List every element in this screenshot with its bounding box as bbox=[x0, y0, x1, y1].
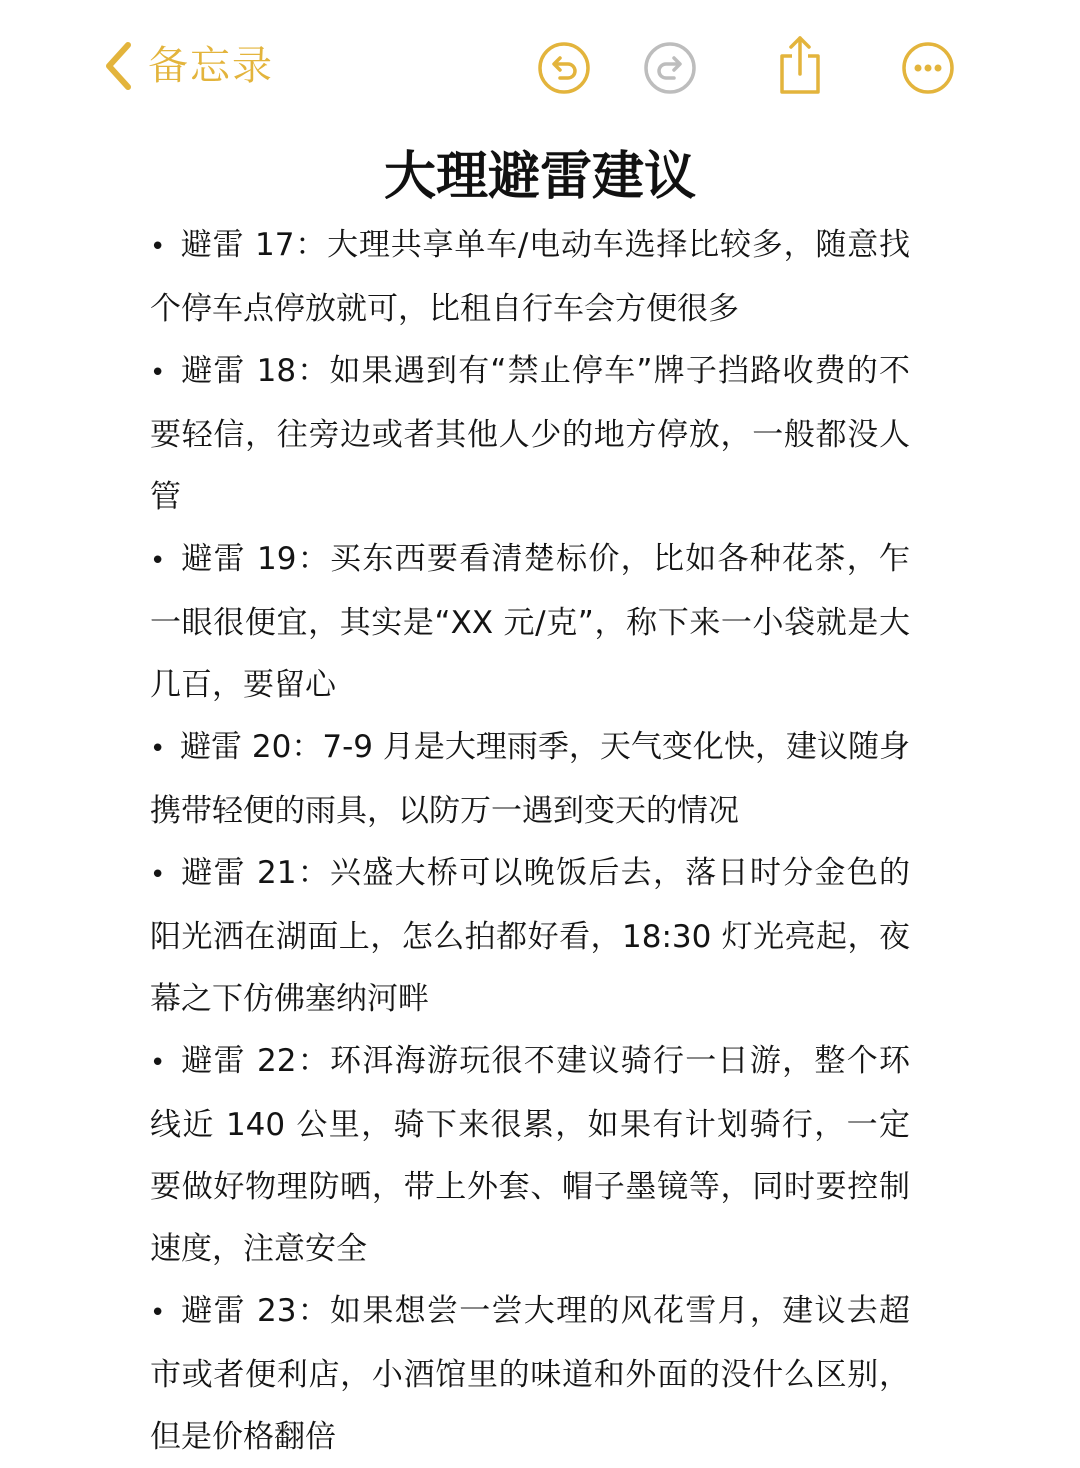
list-item-text: 避雷 22：环洱海游玩很不建议骑行一日游，整个环线近 140 公里，骑下来很累，如果有计划骑行，一定要做好物理防晒，带上外套、帽子墨镜等，同时要控制速度，注意安全 bbox=[150, 1043, 910, 1267]
list-item bbox=[150, 340, 910, 528]
bullet: • bbox=[150, 1048, 166, 1078]
list-item-text: 避雷 19：买东西要看清楚标价，比如各种花茶，乍一眼很便宜，其实是“XX 元/克”，称下来一小袋就是大几百，要留心 bbox=[150, 541, 910, 703]
list-item bbox=[150, 1030, 910, 1280]
list-item bbox=[150, 842, 910, 1030]
note-content[interactable] bbox=[0, 130, 1080, 1455]
bullet: • bbox=[150, 546, 166, 576]
bullet: • bbox=[150, 1298, 166, 1328]
bullet: • bbox=[150, 232, 166, 262]
list-item bbox=[150, 528, 910, 716]
share-button[interactable] bbox=[772, 34, 828, 96]
undo-icon bbox=[536, 40, 592, 96]
list-item bbox=[150, 214, 910, 340]
bullet: • bbox=[150, 734, 166, 764]
note-title: 大理避雷建议 bbox=[383, 147, 696, 207]
back-button[interactable] bbox=[104, 36, 274, 96]
back-label: 备忘录 bbox=[148, 43, 274, 89]
undo-button[interactable] bbox=[536, 40, 592, 96]
chevron-left-icon bbox=[104, 41, 134, 91]
list-item-text: 避雷 23：如果想尝一尝大理的风花雪月，建议去超市或者便利店，小酒馆里的味道和外面的没什么区别，但是价格翻倍 bbox=[150, 1293, 910, 1455]
list-item bbox=[150, 1280, 910, 1468]
list-item-text: 避雷 20：7-9 月是大理雨季，天气变化快，建议随身携带轻便的雨具，以防万一遇到变天的情况 bbox=[150, 729, 910, 829]
redo-button[interactable] bbox=[642, 40, 698, 96]
note-list bbox=[150, 214, 910, 1468]
share-icon bbox=[772, 34, 828, 96]
list-item bbox=[150, 716, 910, 842]
list-item-text: 避雷 18：如果遇到有“禁止停车”牌子挡路收费的不要轻信，往旁边或者其他人少的地方停放，一般都没人管 bbox=[150, 353, 910, 515]
redo-icon bbox=[642, 40, 698, 96]
list-item-text: 避雷 21：兴盛大桥可以晚饭后去，落日时分金色的阳光洒在湖面上，怎么拍都好看，18:30 灯光亮起，夜幕之下仿佛塞纳河畔 bbox=[150, 855, 910, 1017]
bullet: • bbox=[150, 358, 166, 388]
toolbar bbox=[0, 0, 1080, 130]
more-icon bbox=[900, 40, 956, 96]
bullet: • bbox=[150, 860, 166, 890]
more-button[interactable] bbox=[900, 40, 956, 96]
list-item-text: 避雷 17：大理共享单车/电动车选择比较多，随意找个停车点停放就可，比租自行车会方便很多 bbox=[150, 227, 910, 327]
